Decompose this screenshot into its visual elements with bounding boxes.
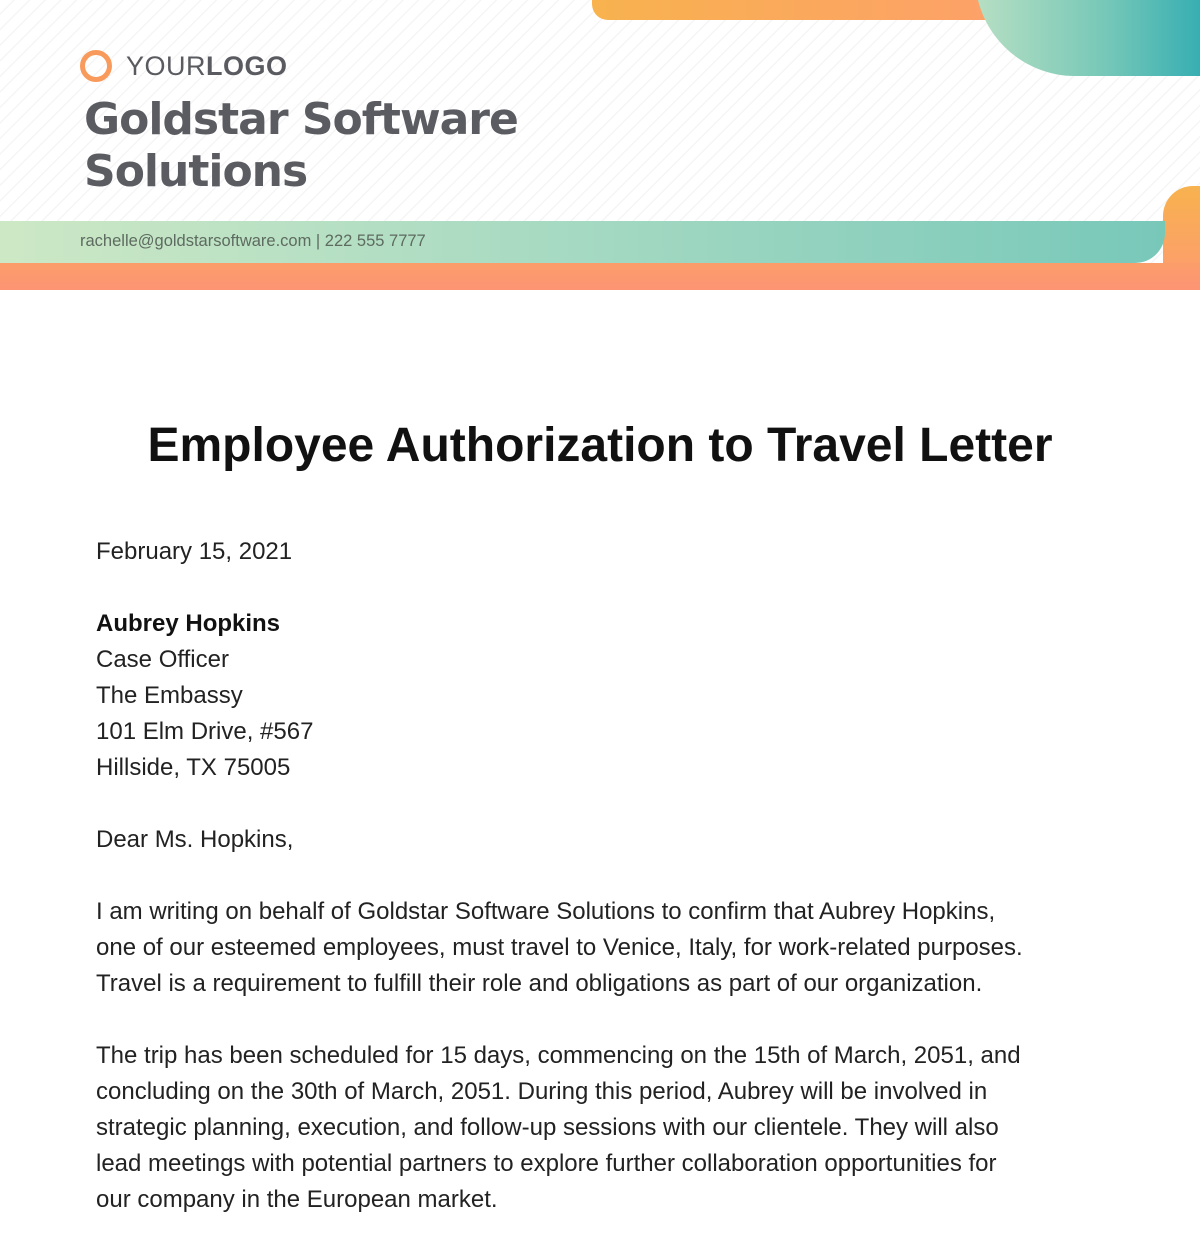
decorative-orange-bar	[0, 263, 1200, 290]
company-name-line: Goldstar Software	[84, 94, 518, 145]
decorative-teal-shape	[975, 0, 1200, 76]
address-line: The Embassy	[96, 682, 243, 709]
paragraph-line: our company in the European market.	[96, 1186, 498, 1213]
paragraph-line: The trip has been scheduled for 15 days, commencing on the 15th of March, 2051, and	[96, 1042, 1021, 1069]
paragraph-line: concluding on the 30th of March, 2051. During this period, Aubrey will be involved in	[96, 1078, 988, 1105]
logo-text	[126, 51, 288, 82]
letterhead	[0, 0, 1200, 290]
paragraph-line: Travel is a requirement to fulfill their role and obligations as part of our organization.	[96, 970, 983, 997]
recipient-name: Aubrey Hopkins	[96, 610, 281, 637]
letter-body	[96, 534, 1023, 1254]
paragraph-line: lead meetings with potential partners to explore further collaboration opportunities for	[96, 1150, 997, 1177]
address-line: Hillside, TX 75005	[96, 754, 291, 781]
salutation: Dear Ms. Hopkins,	[96, 826, 294, 853]
logo-text-light: YOUR	[126, 50, 207, 81]
company-name-line: Solutions	[84, 146, 308, 197]
logo	[80, 50, 288, 82]
paragraph-line: strategic planning, execution, and follow-up sessions with our clientele. They will also	[96, 1114, 999, 1141]
letter-date: February 15, 2021	[96, 538, 293, 565]
logo-text-bold: LOGO	[206, 50, 288, 81]
paragraph	[96, 894, 1023, 1002]
company-name	[84, 94, 518, 198]
logo-ring-icon	[80, 50, 112, 82]
paragraph	[96, 1038, 1023, 1218]
letter-title: Employee Authorization to Travel Letter	[147, 419, 1053, 472]
paragraph-line: one of our esteemed employees, must travel to Venice, Italy, for work-related purposes.	[96, 934, 1023, 961]
decorative-orange-band	[592, 0, 1012, 20]
address-line: 101 Elm Drive, #567	[96, 718, 314, 745]
contact-info: rachelle@goldstarsoftware.com | 222 555 7777	[80, 232, 426, 250]
paragraph-line: I am writing on behalf of Goldstar Software Solutions to confirm that Aubrey Hopkins,	[96, 898, 996, 925]
address-line: Case Officer	[96, 646, 229, 673]
recipient-address	[96, 606, 1023, 786]
